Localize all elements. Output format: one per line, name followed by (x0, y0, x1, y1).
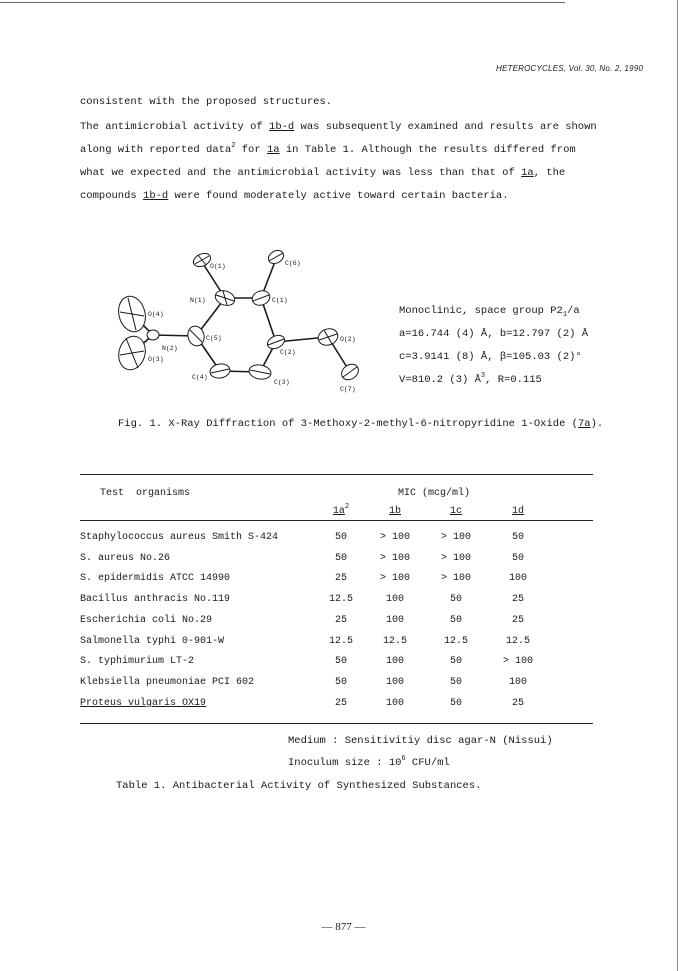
body-line-2: The antimicrobial activity of 1b-d was subsequently examined and results are shown (80, 121, 597, 133)
table-cell-mic: 100 (508, 573, 527, 584)
label-c2: C(2) (280, 349, 296, 356)
label-c3: C(3) (274, 379, 290, 386)
column-header-1a: $1a^2$ (332, 503, 350, 517)
column-header-1d: 1d (511, 506, 524, 517)
table-row-organism: Klebsiella pneumoniae PCI 602 (80, 677, 255, 688)
column-header-1b: 1b (388, 506, 401, 517)
table-cell-mic: 12.5 (328, 636, 353, 647)
table-cell-mic: > 100 (440, 573, 471, 584)
label-o4: O(4) (148, 311, 164, 318)
table-cell-mic: 50 (511, 553, 524, 564)
table-cell-mic: 50 (449, 656, 462, 667)
atom-c7 (339, 361, 362, 383)
table-top-rule (80, 474, 593, 475)
table-cell-mic: 50 (449, 677, 462, 688)
table-cell-mic: 25 (511, 594, 524, 605)
running-head: HETEROCYCLES, Vol. 30, No. 2, 1990 (495, 64, 643, 73)
table-cell-mic: 12.5 (443, 636, 468, 647)
crystal-data-line-3: c=3.9141 (8) Å, β=105.03 (2)° (399, 351, 582, 363)
table-cell-mic: > 100 (379, 553, 410, 564)
compound-ref: 1b-d (269, 121, 295, 133)
table-bottom-rule (80, 723, 593, 724)
table-cell-mic: 50 (334, 532, 347, 543)
table-cell-mic: 12.5 (505, 636, 530, 647)
table-row-organism: Proteus vulgaris OX19 (80, 698, 207, 709)
xray-structure-figure (110, 246, 390, 406)
table-cell-mic: 100 (385, 677, 404, 688)
label-c4: C(4) (192, 374, 208, 381)
atom-n2 (147, 330, 159, 340)
atom-o4 (115, 293, 149, 335)
table-row-organism: Escherichia coli No.29 (80, 615, 213, 626)
atom-o2 (316, 326, 340, 348)
reference-superscript: 2 (231, 142, 236, 150)
compound-ref: 1b-d (143, 190, 169, 202)
top-scan-edge (0, 2, 565, 3)
table-cell-mic: 100 (385, 656, 404, 667)
table-cell-mic: 25 (511, 698, 524, 709)
table-cell-mic: > 100 (379, 532, 410, 543)
table-cell-mic: 50 (334, 656, 347, 667)
label-n1: N(1) (190, 297, 206, 304)
table-row-organism: Staphylococcus aureus Smith S-424 (80, 532, 279, 543)
label-o1: O(1) (210, 263, 226, 270)
crystal-data-line-1: Monoclinic, space group $P2_1/a$ (399, 305, 580, 319)
crystal-data-line-4: V=810.2 (3) $Å^3$, R=0.115 (399, 372, 542, 386)
table-cell-mic: 50 (449, 698, 462, 709)
table-header-mic: MIC (mcg/ml) (398, 488, 471, 499)
table-cell-mic: > 100 (379, 573, 410, 584)
atom-o3 (115, 333, 149, 373)
label-c1: C(1) (272, 297, 288, 304)
table-row-organism: Bacillus anthracis No.119 (80, 594, 231, 605)
body-line-1: consistent with the proposed structures. (80, 96, 333, 108)
atom-c6 (266, 248, 286, 266)
label-n2: N(2) (162, 345, 178, 352)
table-cell-mic: 50 (449, 594, 462, 605)
table-cell-mic: > 100 (502, 656, 533, 667)
body-line-5: compounds 1b-d were found moderately active toward certain bacteria. (80, 190, 509, 202)
table-cell-mic: 25 (334, 698, 347, 709)
table-cell-mic: 100 (385, 698, 404, 709)
label-o3: O(3) (148, 356, 164, 363)
right-scan-edge (677, 0, 678, 971)
table-cell-mic: 100 (385, 615, 404, 626)
label-c5: C(5) (206, 335, 222, 342)
page-number: — 877 — (321, 921, 366, 933)
body-line-3: along with reported data$^2$ for 1a in Table 1. Although the results differed from (80, 142, 576, 156)
table-cell-mic: > 100 (440, 553, 471, 564)
table-cell-mic: 12.5 (382, 636, 407, 647)
table-note-inoculum: Inoculum size : $10^6$ CFU/ml (288, 755, 450, 769)
table-cell-mic: 50 (334, 553, 347, 564)
table-cell-mic: 25 (334, 573, 347, 584)
table-cell-mic: 100 (385, 594, 404, 605)
label-c6: C(6) (285, 260, 301, 267)
table-header-organisms: Test organisms (100, 488, 191, 499)
table-cell-mic: 25 (511, 615, 524, 626)
table-caption: Table 1. Antibacterial Activity of Synthesized Substances. (116, 780, 482, 792)
figure-caption: Fig. 1. X-Ray Diffraction of 3-Methoxy-2-methyl-6-nitropyridine 1-Oxide (7a). (118, 418, 604, 430)
table-cell-mic: 25 (334, 615, 347, 626)
table-row-organism: S. aureus No.26 (80, 553, 171, 564)
table-cell-mic: 50 (449, 615, 462, 626)
label-o2: O(2) (340, 336, 356, 343)
atom-c4 (209, 362, 231, 379)
table-cell-mic: > 100 (440, 532, 471, 543)
label-c7: C(7) (340, 386, 356, 393)
column-header-1c: 1c (449, 506, 462, 517)
table-row-organism: S. typhimurium LT-2 (80, 656, 195, 667)
table-header-rule (80, 520, 593, 521)
table-cell-mic: 50 (334, 677, 347, 688)
bonds (132, 259, 350, 372)
compound-ref: 1a (266, 144, 280, 156)
table-cell-mic: 50 (511, 532, 524, 543)
body-line-4: what we expected and the antimicrobial activity was less than that of 1a, the (80, 167, 566, 179)
atom-c1 (250, 288, 272, 307)
table-note-medium: Medium : Sensitivitiy disc agar-N (Nissui) (288, 735, 553, 747)
atom-n1 (213, 288, 237, 308)
table-row-organism: S. epidermidis ATCC 14990 (80, 573, 231, 584)
atom-c3 (248, 363, 272, 381)
compound-ref: 1a (521, 167, 534, 179)
table-row-organism: Salmonella typhi 0-901-W (80, 636, 225, 647)
table-cell-mic: 100 (508, 677, 527, 688)
table-cell-mic: 12.5 (328, 594, 353, 605)
crystal-data-line-2: a=16.744 (4) Å, b=12.797 (2) Å (399, 328, 589, 340)
